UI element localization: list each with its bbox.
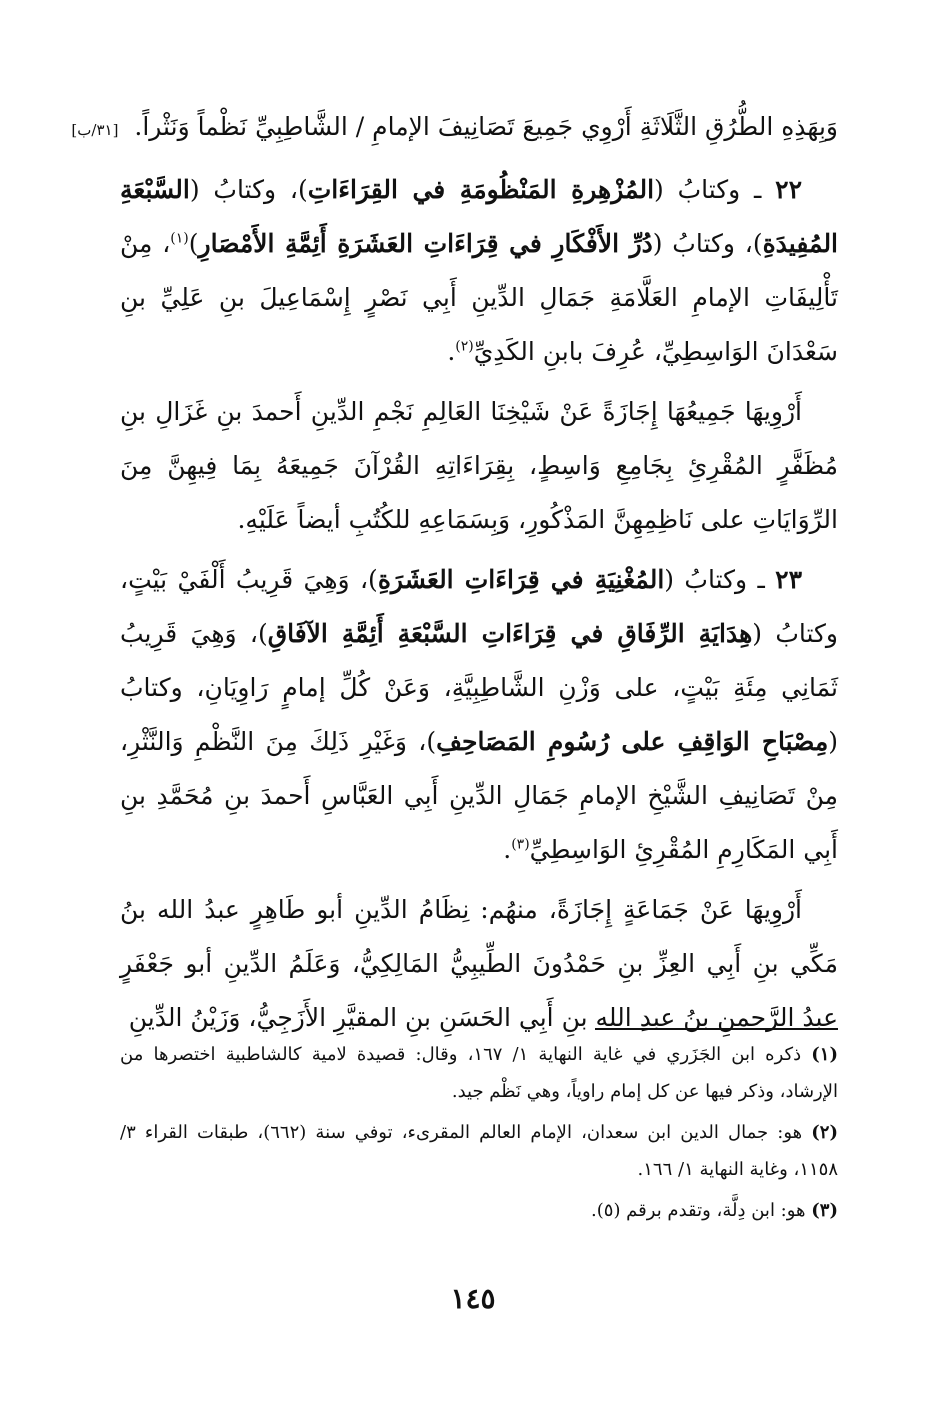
book-title: دُرِّ الأَفْكَارِ في قِرَاءَاتِ العَشَرَةِ أَئِمَّةِ الأَمْصَارِ [198, 229, 653, 258]
book-title: هِدَايَةِ الرِّفَاقِ في قِرَاءَاتِ السَّبْعَةِ أَئِمَّةِ الآفَاقِ [267, 619, 753, 648]
entry-22-text-2: )، وكتابُ ( [189, 175, 308, 204]
footnote-ref-1: (١) [170, 230, 189, 247]
entry-23-text-2: )، وَهِيَ قَرِيبُ أَلْفَيْ بَيْتٍ، وكتابُ ( [120, 565, 838, 648]
footnote-divider [595, 1028, 838, 1030]
entry-number-22: ٢٢ [775, 175, 803, 204]
paragraph-entry-22 [120, 163, 838, 379]
paragraph-entry-23 [120, 553, 838, 877]
entry-22-text-1: ـ وكتابُ ( [654, 175, 776, 204]
footnote-text: ذكره ابن الجَزَري في غاية النهاية ١/ ١٦٧، وقال: قصيدة لامية كالشاطبية اختصرها من الإرشاد، وذكر فيها عن كل إمام راوياً، وهي نَظْم جيد. [120, 1044, 838, 1102]
paragraph-narration-2: أَرْوِيهَا عَنْ جَمَاعَةٍ إِجَازَةً، منهُم: نِظَامُ الدِّينِ أبو طَاهِرٍ عبدُ الله بنُ مَكِّي بنِ أَبِي العِزِّ بنِ حَمْدُونَ الطِّيبِيُّ المَالِكِيُّ، وَعَلَمُ الدِّينِ أبو جَعْفَرٍ عبدُ الرَّحمنِ بنُ عبدِ الله بنِ أَبِي الحَسَنِ بنِ المقيَّرِ الأَزَجِيُّ، وَزَيْنُ الدِّينِ [120, 895, 838, 1032]
entry-22-text-3: )، وكتابُ ( [652, 229, 763, 258]
main-text [71, 100, 839, 1051]
book-title: المُغْنِيَةِ في قِرَاءَاتِ العَشَرَةِ [377, 565, 665, 594]
entry-23-text-4: )، وَغَيْرِ ذَلِكَ مِنَ النَّظْمِ وَالنَّثْرِ، مِنْ تَصَانِيفِ الشَّيْخِ الإمامِ جَمَالِ الدِّينِ أَبِي العَبَّاسِ أَحمدَ بنِ مُحَمَّدِ بنِ أَبِي المَكَارِمِ المُقْرِئِ الوَاسِطِيِّ [120, 727, 838, 864]
footnotes [120, 1036, 838, 1233]
entry-22-text-5: ، مِنْ تَأْلِيفَاتِ الإمامِ العَلَّامَةِ جَمَالِ الدِّينِ أَبِي نَصْرٍ إِسْمَاعِيلَ بنِ عَلِيِّ بنِ سَعْدَانَ الوَاسِطِيِّ، عُرِفَ بابنِ الكَدِيِّ [120, 229, 838, 366]
entry-number-23: ٢٣ [775, 565, 803, 594]
entry-23-text-1: ـ وكتابُ ( [664, 565, 776, 594]
entry-22-text-4: ) [188, 229, 199, 258]
paragraph-narration-1: أَرْوِيهَا جَمِيعُهَا إِجَازَةً عَنْ شَيْخِنَا العَالِمِ نَجْمِ الدِّينِ أَحمدَ بنِ غَزَالِ بنِ مُظَفَّرٍ المُقْرِئِ بِجَامِعِ وَاسِطٍ، بِقِرَاءَاتِهِ القُرْآنَ جَمِيعَهُ بِمَا فِيهِنَّ مِنَ الرِّوَايَاتِ على نَاظِمِهِنَّ المَذْكُورِ، وَبِسَمَاعِهِ للكُتُبِ أيضاً عَلَيْهِ. [120, 397, 838, 534]
footnote-ref-2: (٢) [455, 338, 474, 355]
paragraph-intro [71, 100, 838, 157]
book-title: السَّبْعَةِ المُفِيدَةِ [120, 175, 839, 258]
footnote-text: هو: جمال الدين ابن سعدان، الإمام العالم المقرىء، توفي سنة (٦٦٢)، طبقات القراء ٣/ ١١٥٨، وغاية النهاية ١/ ١٦٦. [120, 1122, 838, 1180]
paragraph-intro-text: وَبِهَذِهِ الطُّرُقِ الثَّلَاثَةِ أَرْوِي جَمِيعَ تَصَانِيفَ الإمامِ / الشَّاطِبِيِّ نَظْماً وَنَثْراً. [134, 112, 838, 141]
footnote-text: هو: ابن دِلَّة، وتقدم برقم (٥). [591, 1200, 806, 1221]
entry-23-text-5: . [503, 835, 512, 864]
footnote-number: (٢) [811, 1122, 838, 1143]
footnote-2 [120, 1114, 838, 1188]
book-title: مِصْبَاحِ الوَاقِفِ على رُسُومِ المَصَاحِفِ [436, 727, 829, 756]
entry-23-text-3: )، وَهِيَ قَرِيبُ ثَمَانِي مِئَةِ بَيْتٍ، على وَزْنِ الشَّاطِبِيَّةِ، وَعَنْ كُلِّ إمامٍ رَاوِيَانِ، وكتابُ ( [120, 619, 838, 756]
footnote-number: (٣) [811, 1200, 838, 1221]
footnote-number: (١) [811, 1044, 838, 1065]
footnote-1 [120, 1036, 838, 1110]
margin-folio-marker: [٣١/ب] [71, 121, 119, 139]
page-number: ١٤٥ [450, 1282, 496, 1315]
footnote-3 [120, 1192, 838, 1229]
footnote-ref-3: (٣) [511, 836, 530, 853]
entry-22-text-6: . [447, 337, 456, 366]
book-title: المُزْهِرةِ المَنْظُومَةِ في القِرَاءَاتِ [307, 175, 655, 204]
